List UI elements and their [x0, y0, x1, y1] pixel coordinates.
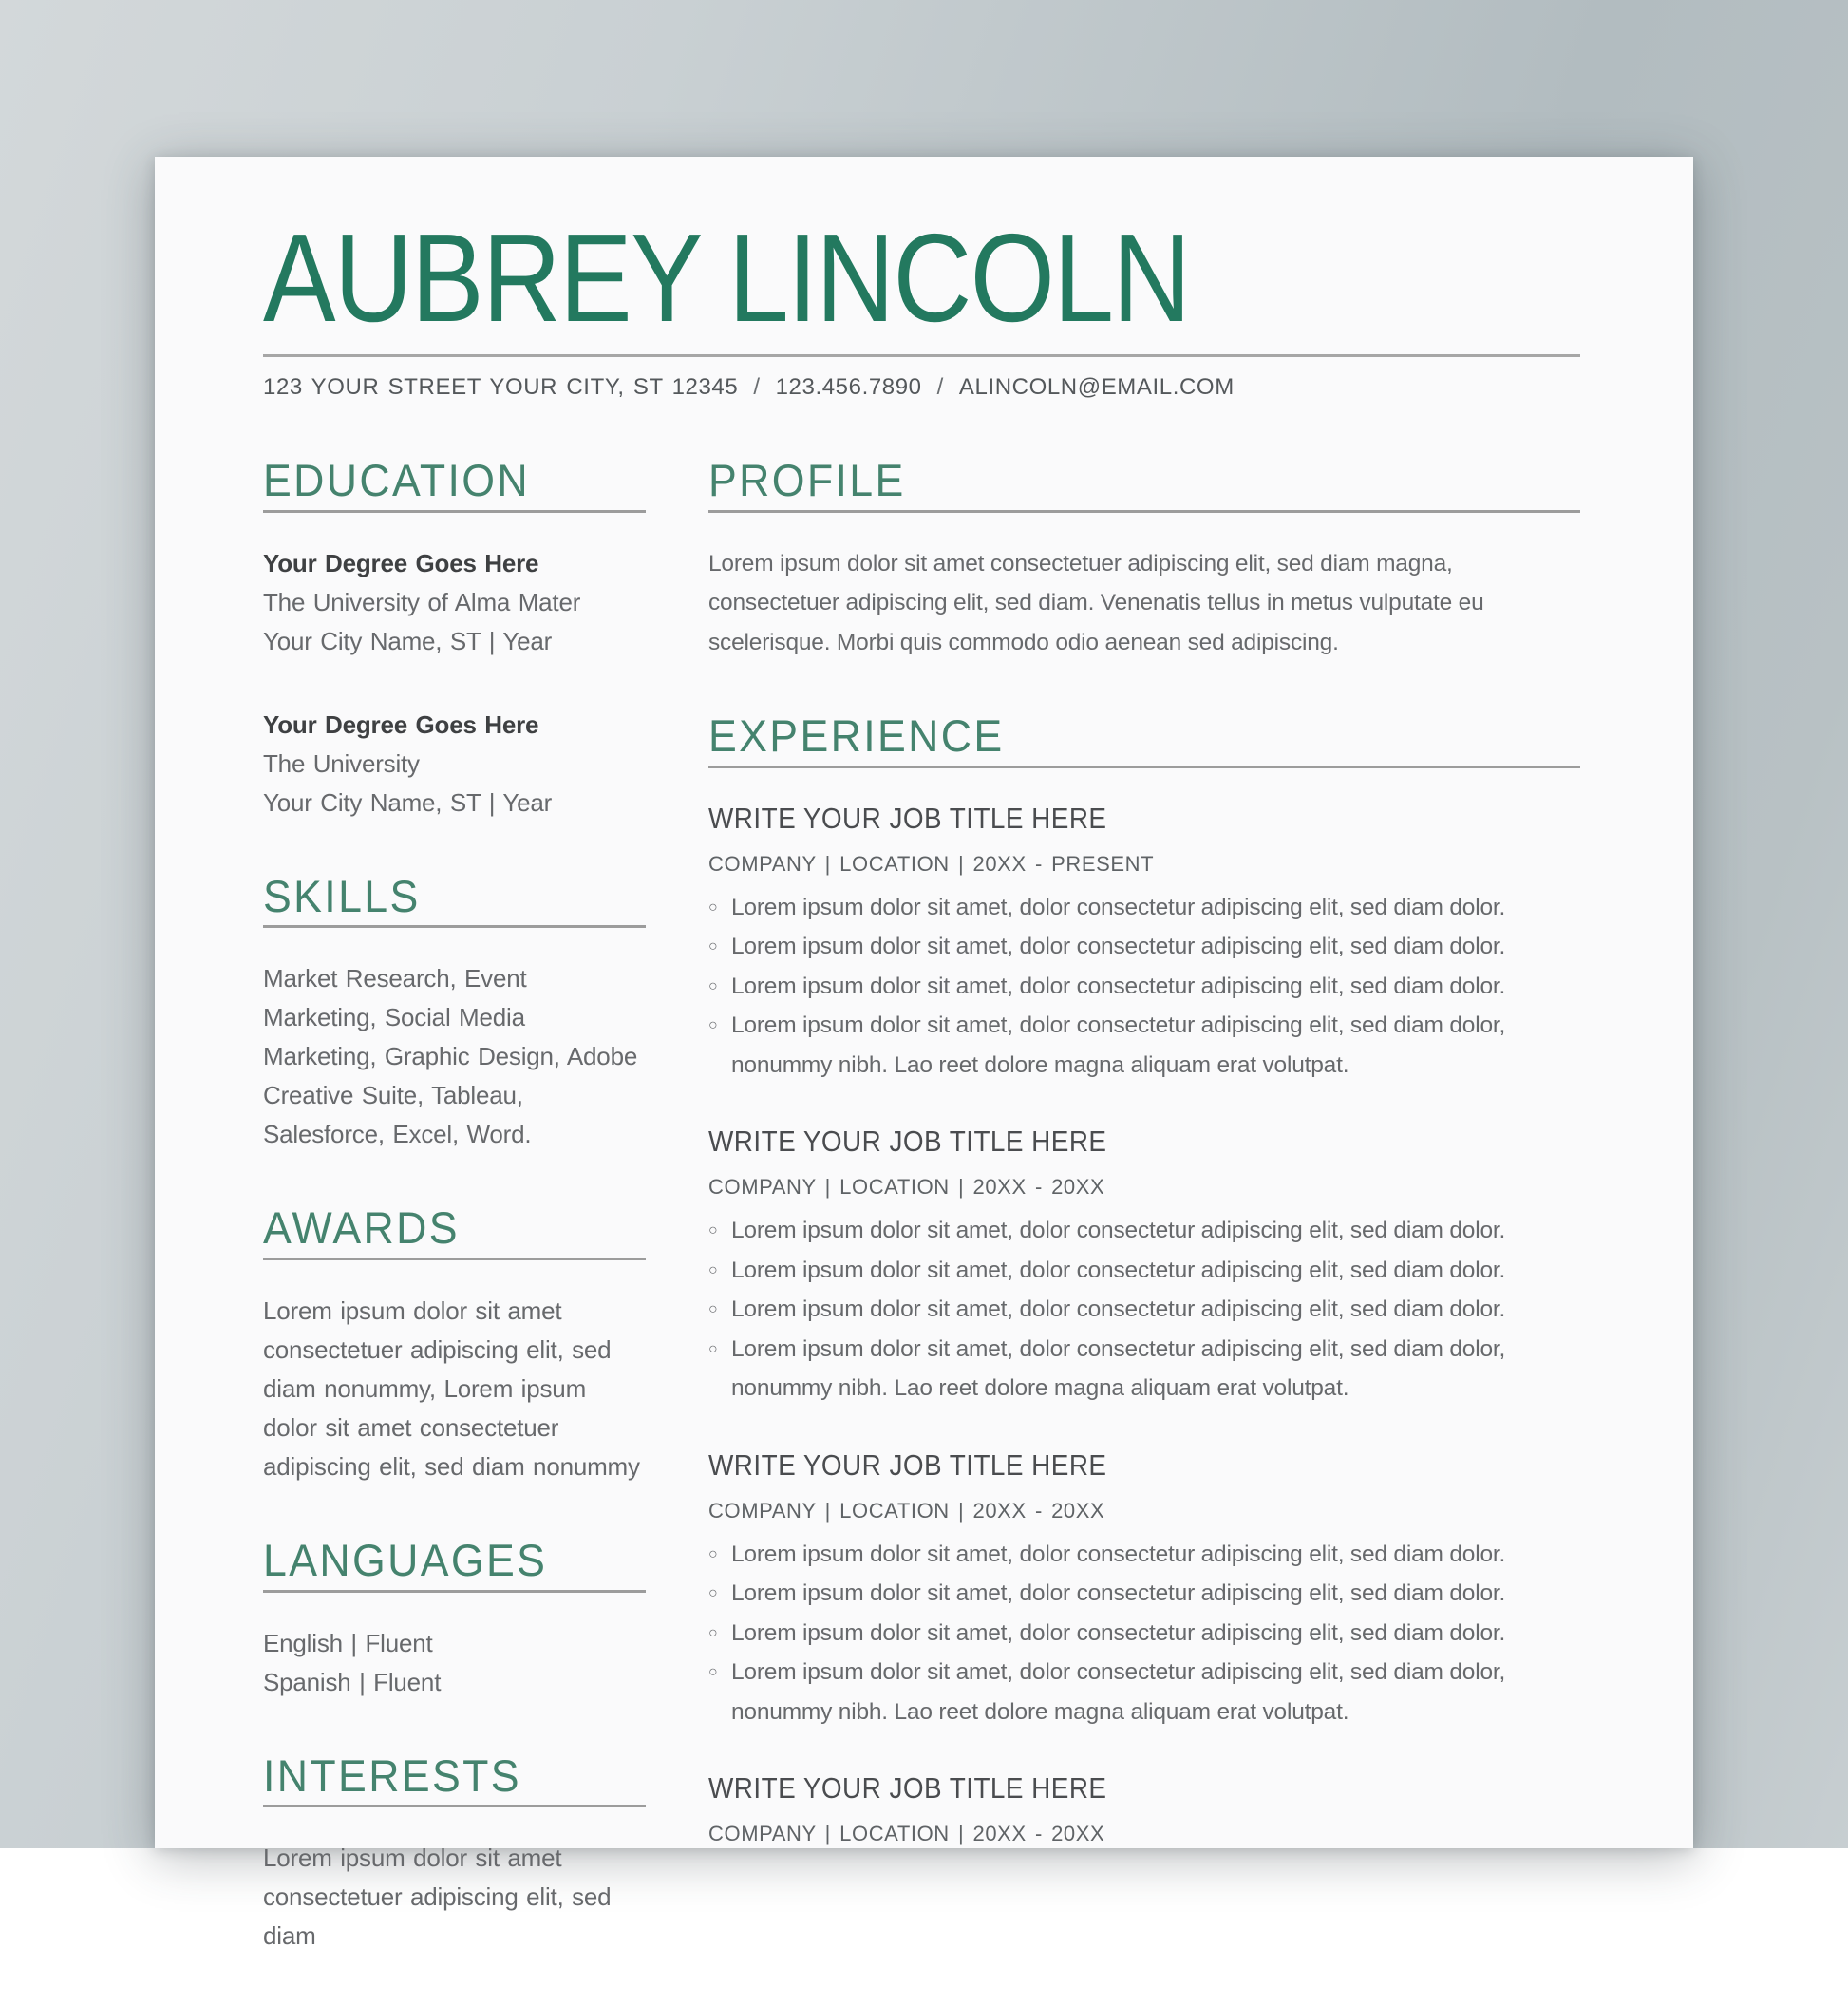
job-bullet: [708, 1614, 1580, 1654]
job-title: [708, 1769, 1580, 1806]
degree-name: Your Degree Goes Here: [263, 548, 539, 577]
bullet-text: Lorem ipsum dolor sit amet, dolor consectetur adipiscing elit, sed diam dolor.: [731, 1541, 1506, 1567]
education-section: [263, 456, 646, 823]
contact-separator: /: [936, 374, 944, 400]
job-bullet: [708, 1653, 1580, 1731]
job-bullets: [708, 888, 1580, 1086]
bullet-text: Lorem ipsum dolor sit amet, dolor consectetur adipiscing elit, sed diam dolor.: [731, 1580, 1506, 1607]
experience-job: [708, 1123, 1580, 1409]
degree-name: Your Degree Goes Here: [263, 709, 539, 739]
resume-page: [155, 157, 1693, 1951]
skills-text: Market Research, Event Marketing, Social Media Marketing, Graphic Design, Adobe Creative Suite, Tableau, Salesforce, Excel, Word.: [263, 964, 638, 1149]
interests-section: [263, 1751, 646, 1957]
bullet-icon: ○: [708, 938, 718, 955]
left-column: [263, 456, 646, 2005]
school-location-year: Your City Name, ST | Year: [263, 626, 553, 655]
bullet-icon: ○: [708, 1261, 718, 1278]
job-bullet: [708, 888, 1580, 928]
school-name: The University of Alma Mater: [263, 587, 581, 616]
bullet-icon: ○: [708, 1017, 718, 1034]
bullet-icon: ○: [708, 1301, 718, 1318]
experience-heading-text: EXPERIENCE: [708, 710, 1005, 762]
job-title-text: WRITE YOUR JOB TITLE HERE: [708, 1125, 1107, 1159]
profile-heading: [708, 456, 1580, 513]
bullet-text: Lorem ipsum dolor sit amet, dolor consectetur adipiscing elit, sed diam dolor.: [731, 1296, 1506, 1323]
bullet-icon: ○: [708, 1624, 718, 1641]
job-bullet: [708, 1290, 1580, 1330]
bullet-text: Lorem ipsum dolor sit amet, dolor consectetur adipiscing elit, sed diam dolor, nonummy nibh. Lao reet dolore magna aliquam erat volutpat.: [731, 1335, 1506, 1402]
interests-heading: [263, 1751, 646, 1808]
education-body: [263, 544, 646, 823]
header-divider: [263, 354, 1580, 357]
education-entry: [263, 544, 646, 661]
right-column: [708, 456, 1580, 2005]
job-title-text: WRITE YOUR JOB TITLE HERE: [708, 1447, 1107, 1482]
job-meta: COMPANY | LOCATION | 20XX - 20XX: [708, 1822, 1105, 1846]
job-title-text: WRITE YOUR JOB TITLE HERE: [708, 801, 1107, 835]
school-name: The University: [263, 748, 420, 778]
job-meta: COMPANY | LOCATION | 20XX - 20XX: [708, 1498, 1105, 1523]
job-title: [708, 800, 1580, 837]
job-bullet: [708, 1006, 1580, 1085]
job-bullet: [708, 967, 1580, 1007]
bullet-icon: ○: [708, 1222, 718, 1239]
bullet-text: Lorem ipsum dolor sit amet, dolor consectetur adipiscing elit, sed diam dolor, nonummy nibh. Lao reet dolore magna aliquam erat volutpat.: [731, 1659, 1506, 1725]
bullet-icon: ○: [708, 1585, 718, 1602]
languages-heading: [263, 1536, 646, 1593]
languages-section: [263, 1536, 646, 1702]
resume-columns: [263, 456, 1580, 2005]
resume-name: [263, 208, 1580, 348]
bullet-text: Lorem ipsum dolor sit amet, dolor consectetur adipiscing elit, sed diam dolor.: [731, 934, 1506, 960]
awards-heading-text: AWARDS: [263, 1202, 460, 1254]
experience-job: [708, 800, 1580, 1086]
contact-phone: 123.456.7890: [775, 374, 922, 400]
job-bullet: [708, 1535, 1580, 1575]
contact-address: 123 YOUR STREET YOUR CITY, ST 12345: [263, 374, 739, 400]
bullet-text: Lorem ipsum dolor sit amet, dolor consectetur adipiscing elit, sed diam dolor.: [731, 894, 1506, 920]
experience-job: [708, 1769, 1580, 1846]
job-meta: COMPANY | LOCATION | 20XX - PRESENT: [708, 851, 1155, 876]
awards-text: Lorem ipsum dolor sit amet consectetuer adipiscing elit, sed diam nonummy, Lorem ipsum dolor sit amet consectetuer adipiscing elit, sed diam nonummy: [263, 1296, 640, 1482]
job-title: [708, 1447, 1580, 1484]
education-entry: [263, 706, 646, 823]
bullet-text: Lorem ipsum dolor sit amet, dolor consectetur adipiscing elit, sed diam dolor.: [731, 1619, 1506, 1646]
awards-section: [263, 1203, 646, 1486]
bullet-icon: ○: [708, 977, 718, 994]
job-bullets: [708, 1535, 1580, 1732]
contact-email: ALINCOLN@EMAIL.COM: [958, 374, 1235, 400]
job-bullets: [708, 1211, 1580, 1409]
language-item: English | Fluent: [263, 1628, 433, 1657]
job-title: [708, 1123, 1580, 1160]
experience-job: [708, 1447, 1580, 1732]
profile-text: Lorem ipsum dolor sit amet consectetuer adipiscing elit, sed diam magna, consectetuer adipiscing elit, sed diam. Venenatis tellus in metus vulputate eu scelerisque. Morbi quis commodo odio aenean sed adipiscing.: [708, 550, 1484, 655]
bullet-icon: ○: [708, 1545, 718, 1562]
bullet-text: Lorem ipsum dolor sit amet, dolor consectetur adipiscing elit, sed diam dolor.: [731, 1257, 1506, 1283]
education-heading: [263, 456, 646, 513]
school-location-year: Your City Name, ST | Year: [263, 787, 553, 817]
experience-section: [708, 711, 1580, 1846]
job-meta: COMPANY | LOCATION | 20XX - 20XX: [708, 1175, 1105, 1200]
profile-section: [708, 456, 1580, 662]
bullet-icon: ○: [708, 1664, 718, 1681]
job-bullet: [708, 1211, 1580, 1251]
contact-separator: /: [753, 374, 761, 400]
language-item: Spanish | Fluent: [263, 1667, 442, 1696]
experience-heading: [708, 711, 1580, 768]
education-heading-text: EDUCATION: [263, 455, 531, 505]
contact-line: [263, 374, 1580, 401]
job-bullet: [708, 1251, 1580, 1291]
languages-heading-text: LANGUAGES: [263, 1535, 548, 1586]
job-bullet: [708, 1330, 1580, 1409]
skills-heading-text: SKILLS: [263, 870, 421, 921]
job-bullet: [708, 927, 1580, 967]
bullet-text: Lorem ipsum dolor sit amet, dolor consectetur adipiscing elit, sed diam dolor.: [731, 1218, 1506, 1244]
bullet-icon: ○: [708, 898, 718, 916]
awards-heading: [263, 1203, 646, 1260]
interests-heading-text: INTERESTS: [263, 1750, 521, 1801]
profile-heading-text: PROFILE: [708, 455, 906, 505]
bullet-icon: ○: [708, 1340, 718, 1357]
bullet-text: Lorem ipsum dolor sit amet, dolor consectetur adipiscing elit, sed diam dolor, nonummy nibh. Lao reet dolore magna aliquam erat volutpat.: [731, 1012, 1506, 1078]
interests-text: Lorem ipsum dolor sit amet consectetuer adipiscing elit, sed diam: [263, 1844, 612, 1951]
job-bullet: [708, 1574, 1580, 1614]
job-title-text: WRITE YOUR JOB TITLE HERE: [708, 1771, 1107, 1806]
resume-name-text: AUBREY LINCOLN: [263, 208, 1190, 348]
skills-section: [263, 872, 646, 1155]
skills-heading: [263, 872, 646, 929]
bullet-text: Lorem ipsum dolor sit amet, dolor consectetur adipiscing elit, sed diam dolor.: [731, 973, 1506, 999]
